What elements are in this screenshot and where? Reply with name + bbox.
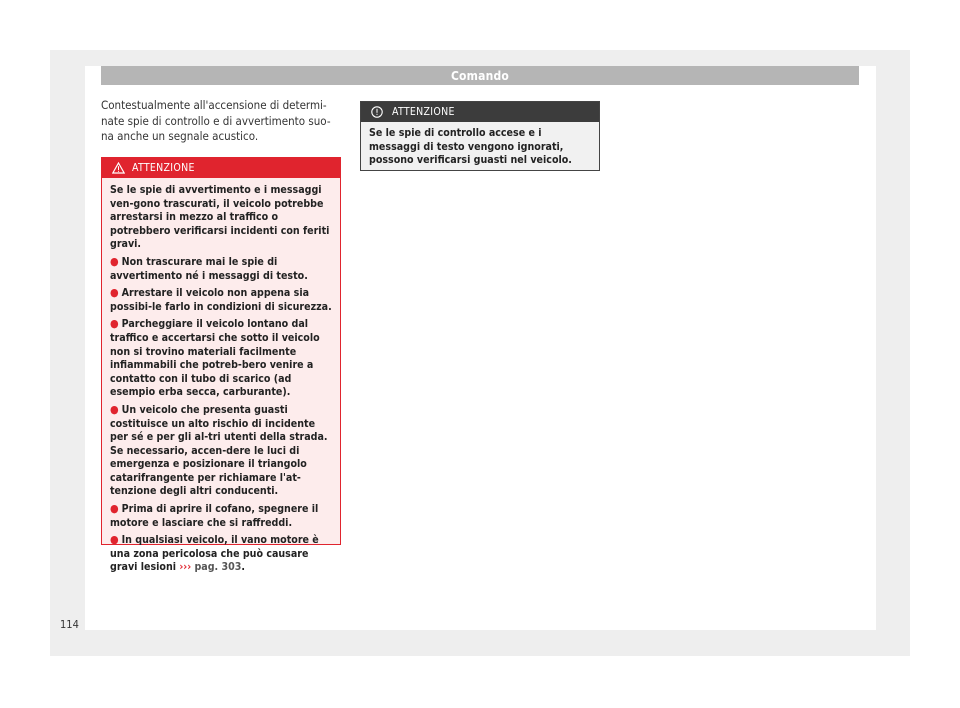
warning-bullet: ● Prima di aprire il cofano, spegnere il motore e lasciare che si raffreddi. <box>110 502 319 529</box>
warning-bullet: ● Non trascurare mai le spie di avvertimento né i messaggi di testo. <box>110 254 308 282</box>
warning-body <box>102 178 340 574</box>
attention-box <box>360 101 600 171</box>
section-header <box>101 66 859 85</box>
warning-title: ATTENZIONE <box>132 162 195 174</box>
bullet-dot-icon: ● <box>110 317 119 331</box>
intro-paragraph <box>101 98 341 145</box>
warning-bullet: ● Parcheggiare il veicolo lontano dal traffico e accertarsi che sotto il veicolo non si trovino materiali facilmente infiammabili che potreb-bero venire a contatto con il tubo di scarico (ad esempio erba secca, carburante). <box>110 317 320 399</box>
warning-bullet: ● Arrestare il veicolo non appena sia possibi-le farlo in condizioni di sicurezza. <box>110 286 332 313</box>
warning-box <box>101 157 341 574</box>
warning-bullet: ● In qualsiasi veicolo, il vano motore è una zona pericolosa che può causare gravi lesioni ››› pag. 303. <box>110 533 319 574</box>
warning-intro: Se le spie di avvertimento e i messaggi ven-gono trascurati, il veicolo potrebbe arrestarsi in mezzo al traffico o potrebbero verificarsi incidenti con feriti gravi. <box>110 184 330 251</box>
warning-triangle-icon <box>112 162 125 174</box>
bullet-dot-icon: ● <box>110 402 119 416</box>
bullet-dot-icon: ● <box>110 533 119 547</box>
attention-body <box>361 122 599 170</box>
warning-header <box>102 158 340 178</box>
attention-text: Se le spie di controllo accese e i messaggi di testo vengono ignorati, possono verificarsi guasti nel veicolo. <box>369 127 572 167</box>
intro-text: Contestualmente all'accensione di determi-nate spie di controllo e di avvertimento suo-na anche un segnale acustico. <box>101 98 331 143</box>
page-reference-link[interactable]: ››› pag. 303 <box>179 561 242 574</box>
attention-title: ATTENZIONE <box>392 106 455 118</box>
attention-header <box>361 102 599 122</box>
section-title: Comando <box>450 68 510 83</box>
bullet-dot-icon: ● <box>110 286 119 300</box>
bullet-dot-icon: ● <box>110 254 119 268</box>
warning-bullet: ● Un veicolo che presenta guasti costituisce un alto rischio di incidente per sé e per gli al-tri utenti della strada. Se necessario, accen-dere le luci di emergenza e posizionare il triangolo catarifrangente per richiamare l'at-tenzione degli altri conducenti. <box>110 402 328 498</box>
link-arrow-icon: ››› <box>179 561 192 574</box>
page-number: 114 <box>60 618 79 631</box>
info-circle-icon <box>371 106 383 118</box>
bullet-dot-icon: ● <box>110 502 119 516</box>
